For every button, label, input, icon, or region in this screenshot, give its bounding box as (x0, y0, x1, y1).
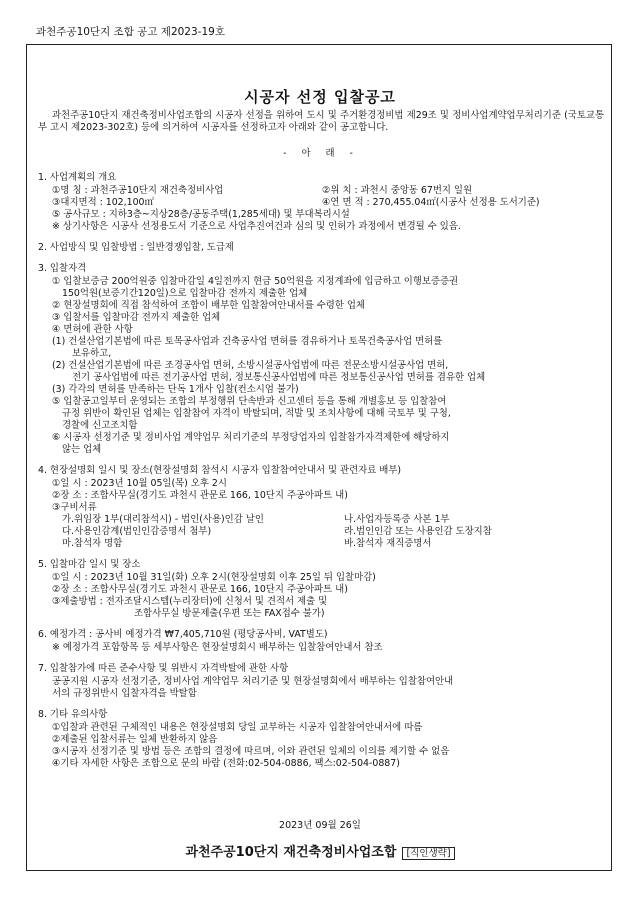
document-item: 라.법인인감 또는 사용인감 도장지참 (344, 526, 492, 537)
overview-row (38, 185, 604, 197)
document-item: 다.사용인감계(법인인감증명서 첨부) (62, 526, 212, 537)
notice-body (38, 110, 604, 770)
site-area: ③대지면적 : 102,100㎡ (52, 197, 154, 208)
other-note: ③시공자 선정기준 및 방법 등은 조합의 결정에 따르며, 이와 관련된 일체의 이의를 제기할 수 없음 (52, 746, 450, 757)
notice-date: 2023년 09월 26일 (279, 820, 361, 831)
qualification-line: ⑤ 입찰공고일부터 운영되는 조합의 부정행위 단속반과 신고센터 등을 통해 개별홍보 등 입찰참여 (52, 396, 447, 407)
deadline-datetime: ①일 시 : 2023년 10월 31일(화) 오후 2시(현장설명회 이후 25일 뒤 입찰마감) (52, 572, 376, 583)
section-heading: 7. 입찰참가에 따른 준수사항 및 위반시 자격박탈에 관한 사항 (38, 663, 289, 674)
compliance-line: 공공지원 시공자 선정기준, 정비사업 계약업무 처리기준 및 현장설명회에서 배부하는 입찰참여안내 (52, 676, 454, 687)
documents-row (38, 514, 604, 526)
briefing-place: ②장 소 : 조합사무실(경기도 과천시 관문로 166, 10단지 주공아파트 내) (52, 490, 348, 501)
qualification-line: 않는 업체 (62, 444, 102, 455)
qualification-line: ① 입찰보증금 200억원중 입찰마감일 4일전까지 현금 50억원을 지정계좌에 입금하고 이행보증증권 (52, 276, 459, 287)
qualification-line: 보유하고, (72, 348, 112, 359)
project-name: ①명 칭 : 과천주공10단지 재건축정비사업 (52, 185, 224, 196)
organization-name: 과천주공10단지 재건축정비사업조합 (185, 845, 397, 860)
qualification-line: ③ 입찰서를 입찰마감 전까지 제출한 업체 (52, 312, 221, 323)
project-location: ②위 치 : 과천시 중앙동 67번지 일원 (322, 185, 473, 196)
document-item: 나.사업자등록증 사본 1부 (344, 514, 450, 525)
section-briefing-session (38, 465, 604, 550)
intro-paragraph: 과천주공10단지 재건축정비사업조합의 시공자 선정을 위하여 도시 및 주거환경정비법 제29조 및 정비사업계약업무처리기준 (국토교통부 고시 제2023-302호) 등에 의거하여 시공자를 선정하고자 아래와 같이 공고합니다. (38, 110, 604, 133)
qualification-line: 전기 공사업법에 따른 전기공사업 면허, 정보통신공사업법에 따른 정보통신공사업 면허를 겸유한 업체 (72, 372, 486, 383)
compliance-line: 서의 규정위반시 입찰자격을 박탈함 (52, 688, 197, 699)
section-bid-deadline (38, 559, 604, 620)
notice-title: 시공자 선정 입찰공고 (244, 88, 396, 106)
document-item: 마.참석자 명함 (62, 538, 123, 549)
qualification-line: (1) 건설산업기본법에 따른 토목공사업과 건축공사업 면허를 겸유하거나 토목건축공사업 면허를 (52, 336, 443, 347)
issuing-organization (0, 841, 640, 860)
section-other-notes (38, 709, 604, 770)
below-marker: - 아 래 - (283, 148, 359, 159)
briefing-datetime: ①일 시 : 2023년 10월 05일(목) 오후 2시 (52, 478, 227, 489)
submission-method: ③제출방법 : 전자조달시스템(누리장터)에 신청서 및 견적서 제출 및 (52, 596, 328, 607)
section-heading: 5. 입찰마감 일시 및 장소 (38, 559, 141, 570)
section-compliance (38, 663, 604, 700)
section-heading: 2. 사업방식 및 입찰방법 : 일반경쟁입찰, 도급제 (38, 242, 234, 253)
other-note: ④기타 자세한 사항은 조합으로 문의 바람 (전화:02-504-0886, 팩스:02-504-0887) (52, 758, 400, 769)
overview-note: ※ 상기사항은 시공사 선정용도서 기준으로 사업추진여건과 심의 및 인허가 과정에서 변경될 수 있음. (52, 221, 461, 232)
qualification-line: (2) 건설산업기본법에 따른 조경공사업 면허, 소방시설공사업법에 따른 전문소방시설공사업 면허, (52, 360, 449, 371)
qualification-line: ④ 면허에 관한 사항 (52, 324, 133, 335)
qualification-line: (3) 각각의 면허를 만족하는 단독 1개사 입찰(컨소시엄 불가) (52, 384, 299, 395)
construction-scale: ⑤ 공사규모 : 지하3층~지상28층/공동주택(1,285세대) 및 부대복리시설 (52, 209, 350, 220)
section-heading: 8. 기타 유의사항 (38, 709, 108, 720)
section-heading: 1. 사업계획의 개요 (38, 172, 117, 183)
overview-row (38, 197, 604, 209)
price-note: ※ 예정가격 포함항목 등 세부사항은 현장설명회시 배부하는 입찰참여안내서 참조 (52, 642, 383, 653)
section-project-overview (38, 172, 604, 233)
section-heading: 3. 입찰자격 (38, 263, 87, 274)
qualification-line: ② 현장설명회에 직접 참석하여 조합이 배부한 입찰참여안내서를 수령한 업체 (52, 300, 365, 311)
notice-reference: 과천주공10단지 조합 공고 제2023-19호 (36, 26, 225, 38)
qualification-line: 150억원(보증기간120일)으로 입찰마감 전까지 제출한 업체 (62, 288, 308, 299)
required-documents-label: ③구비서류 (52, 502, 97, 513)
submission-method-cont: 조합사무실 방문제출(우편 또는 FAX접수 불가) (134, 608, 325, 619)
section-heading: 6. 예정가격 : 공사비 예정가격 ₩7,405,710원 (평당공사비, VAT별도) (38, 629, 328, 640)
section-qualification (38, 263, 604, 456)
seal-omitted: [직인생략] (402, 847, 454, 860)
deadline-place: ②장 소 : 조합사무실(경기도 과천시 관문로 166, 10단지 주공아파트 내) (52, 584, 348, 595)
section-heading: 4. 현장설명회 일시 및 장소(현장설명회 참석시 시공자 입찰참여안내서 및 관련자료 배부) (38, 465, 402, 476)
documents-row (38, 526, 604, 538)
section-bidding-method (38, 242, 604, 254)
qualification-line: ⑥ 시공자 선정기준 및 정비사업 계약업무 처리기준의 부정당업자의 입찰참가자격제한에 해당하지 (52, 432, 450, 443)
section-estimated-price (38, 629, 604, 654)
qualification-line: 규정 위반이 확인된 업체는 입찰참여 자격이 박탈되며, 적발 및 조치사항에 대해 국토부 및 구청, (62, 408, 451, 419)
document-item: 가.위임장 1부(대리참석시) - 법인(사용)인감 날인 (62, 514, 264, 525)
document-item: 바.참석자 재직증명서 (344, 538, 432, 549)
qualification-line: 경찰에 신고조치함 (62, 420, 138, 431)
documents-row (38, 538, 604, 550)
other-note: ①입찰과 관련된 구체적인 내용은 현장설명회 당일 교부하는 시공자 입찰참여안내서에 따름 (52, 722, 423, 733)
other-note: ②제출된 입찰서류는 일체 반환하지 않음 (52, 734, 218, 745)
floor-area: ④연 면 적 : 270,455.04㎡(시공사 선정용 도서기준) (322, 197, 540, 208)
